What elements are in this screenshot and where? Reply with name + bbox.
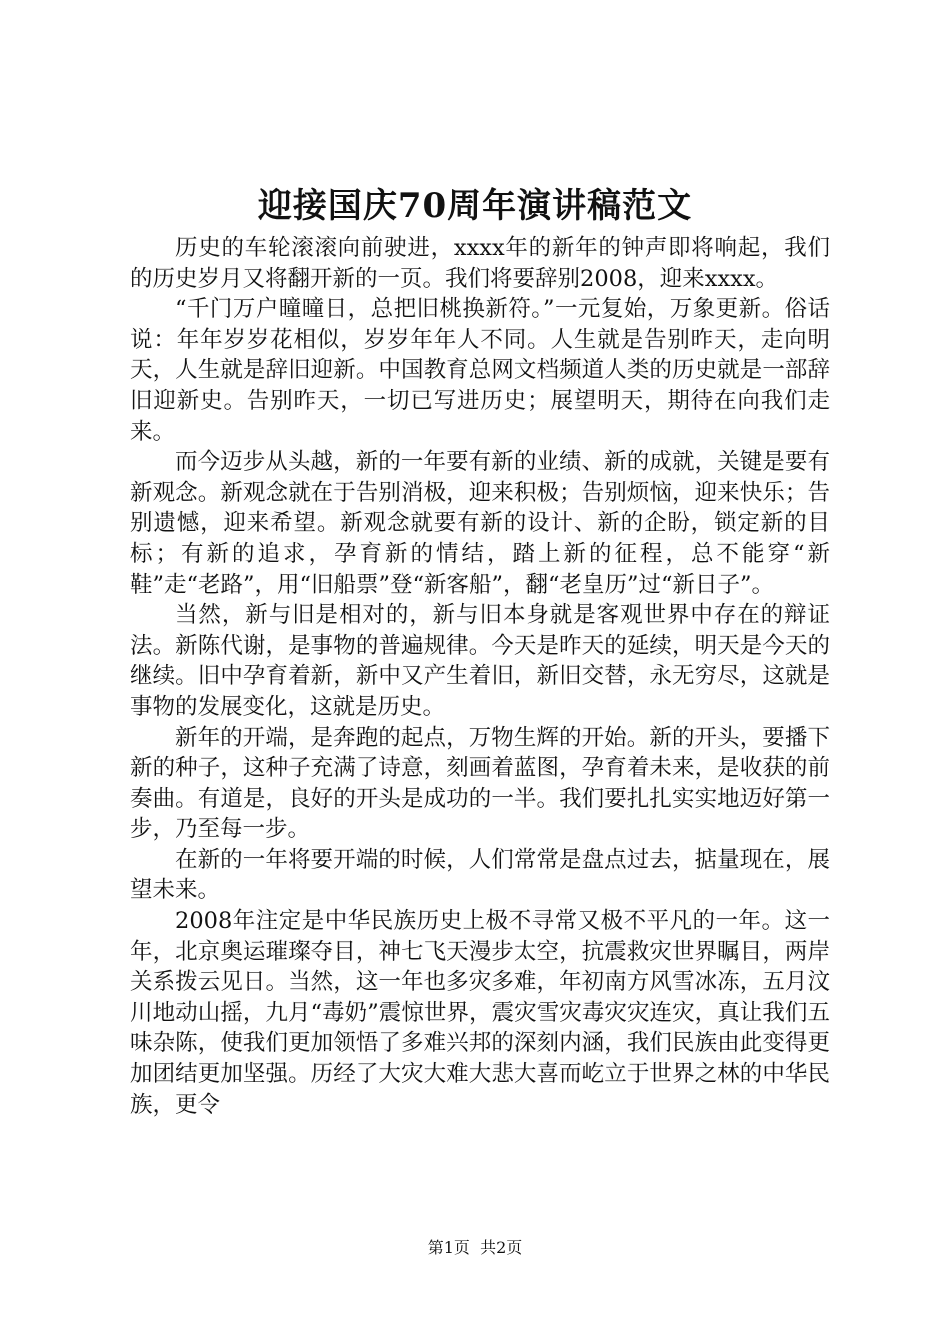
page-number: 第1页: [427, 1238, 470, 1257]
page-footer: [0, 1236, 950, 1260]
paragraph: 在新的一年将要开端的时候，人们常常是盘点过去，掂量现在，展望未来。: [130, 846, 830, 904]
paragraph: 2008年注定是中华民族历史上极不寻常又极不平凡的一年。这一年，北京奥运璀璨夺目，神七飞天漫步太空，抗震救灾世界瞩目，两岸关系拨云见日。当然，这一年也多灾多难，年初南方风雪冰冻，五月汶川地动山摇，九月“毒奶”震惊世界，震灾雪灾毒灾灾连灾，真让我们五味杂陈，使我们更加领悟了多难兴邦的深刻内涵，我们民族由此变得更加团结更加坚强。历经了大灾大难大悲大喜而屹立于世界之林的中华民族，更令: [130, 908, 830, 1118]
paragraph: “千门万户曈曈日，总把旧桃换新符。”一元复始，万象更新。俗话说：年年岁岁花相似，岁岁年年人不同。人生就是告别昨天，走向明天，人生就是辞旧迎新。中国教育总网文档频道人类的历史就是一部辞旧迎新史。告别昨天，一切已写进历史；展望明天，期待在向我们走来。: [130, 296, 830, 445]
paragraph: 历史的车轮滚滚向前驶进，xxxx年的新年的钟声即将响起，我们的历史岁月又将翻开新的一页。我们将要辞别2008，迎来xxxx。: [130, 235, 830, 292]
document-title: 迎接国庆70周年演讲稿范文: [257, 186, 693, 226]
document-body: [130, 233, 830, 1120]
page-total: 共2页: [480, 1238, 523, 1257]
paragraph: 新年的开端，是奔跑的起点，万物生辉的开始。新的开头，要播下新的种子，这种子充满了诗意，刻画着蓝图，孕育着未来，是收获的前奏曲。有道是，良好的开头是成功的一半。我们要扎扎实实地迈好第一步，乃至每一步。: [130, 724, 830, 843]
paragraph: 当然，新与旧是相对的，新与旧本身就是客观世界中存在的辩证法。新陈代谢，是事物的普遍规律。今天是昨天的延续，明天是今天的继续。旧中孕育着新，新中又产生着旧，新旧交替，永无穷尽，这就是事物的发展变化，这就是历史。: [130, 602, 830, 720]
footer-separator: [470, 1238, 480, 1257]
paragraph: 而今迈步从头越，新的一年要有新的业绩、新的成就，关键是要有新观念。新观念就在于告别消极，迎来积极；告别烦恼，迎来快乐；告别遗憾，迎来希望。新观念就要有新的设计、新的企盼，锁定新的目标；有新的追求，孕育新的情结，踏上新的征程，总不能穿“新鞋”走“老路”，用“旧船票”登“新客船”，翻“老皇历”过“新日子”。: [130, 449, 830, 598]
